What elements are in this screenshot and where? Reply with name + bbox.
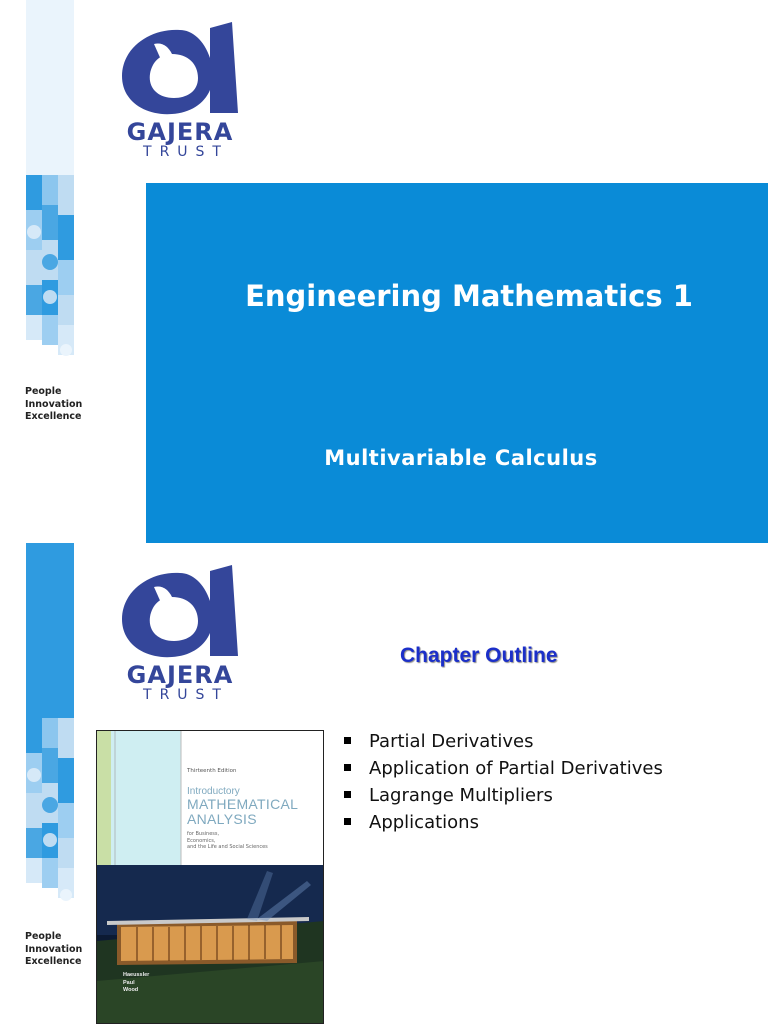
tagline-line: Excellence <box>25 956 82 967</box>
tagline-line: Excellence <box>25 411 82 422</box>
book-authors <box>123 972 149 995</box>
gajera-trust-logo <box>110 18 250 163</box>
book-author: Haeussler <box>123 972 150 978</box>
presentation-title: Engineering Mathematics 1 <box>245 279 693 313</box>
outline-slide <box>0 543 768 1024</box>
textbook-cover-image <box>96 730 324 1024</box>
book-title-line: MATHEMATICAL <box>187 796 299 812</box>
book-author: Wood <box>123 987 139 993</box>
decorative-side-strip <box>26 543 74 913</box>
book-title <box>187 797 322 827</box>
tagline-line: Innovation <box>25 943 83 955</box>
title-panel <box>146 183 768 543</box>
tagline-line: Innovation <box>25 398 83 410</box>
square-bullet-icon <box>344 791 351 798</box>
book-intro: Introductory <box>187 786 240 797</box>
book-author: Paul <box>123 979 135 986</box>
outline-list <box>344 730 663 838</box>
list-item-text: Lagrange Multipliers <box>369 785 553 806</box>
list-item <box>344 730 663 757</box>
square-bullet-icon <box>344 764 351 771</box>
presentation-subtitle: Multivariable Calculus <box>324 446 598 470</box>
logo-subname: TRUST <box>143 687 229 703</box>
list-item <box>344 757 663 784</box>
tagline <box>25 386 82 424</box>
book-edition: Thirteenth Edition <box>187 768 237 774</box>
tagline-line: People <box>25 931 62 942</box>
list-item-text: Applications <box>369 812 479 833</box>
book-audience-line: for Business, <box>187 831 220 837</box>
logo-name: GAJERA <box>126 118 234 146</box>
logo-subname: TRUST <box>143 144 229 160</box>
decorative-side-strip <box>26 0 74 365</box>
list-item <box>344 784 663 811</box>
logo-name: GAJERA <box>126 661 234 689</box>
square-bullet-icon <box>344 818 351 825</box>
book-title-line: ANALYSIS <box>187 811 257 827</box>
list-item-text: Application of Partial Derivatives <box>369 758 663 779</box>
chapter-outline-heading: Chapter Outline <box>400 644 558 667</box>
book-audience <box>187 831 317 851</box>
book-audience-line: Economics, <box>187 837 216 844</box>
book-audience-line: and the Life and Social Sciences <box>187 844 268 850</box>
list-item <box>344 811 663 838</box>
list-item-text: Partial Derivatives <box>369 731 534 752</box>
gajera-trust-logo <box>110 561 250 706</box>
tagline <box>25 931 82 969</box>
tagline-line: People <box>25 386 62 397</box>
square-bullet-icon <box>344 737 351 744</box>
